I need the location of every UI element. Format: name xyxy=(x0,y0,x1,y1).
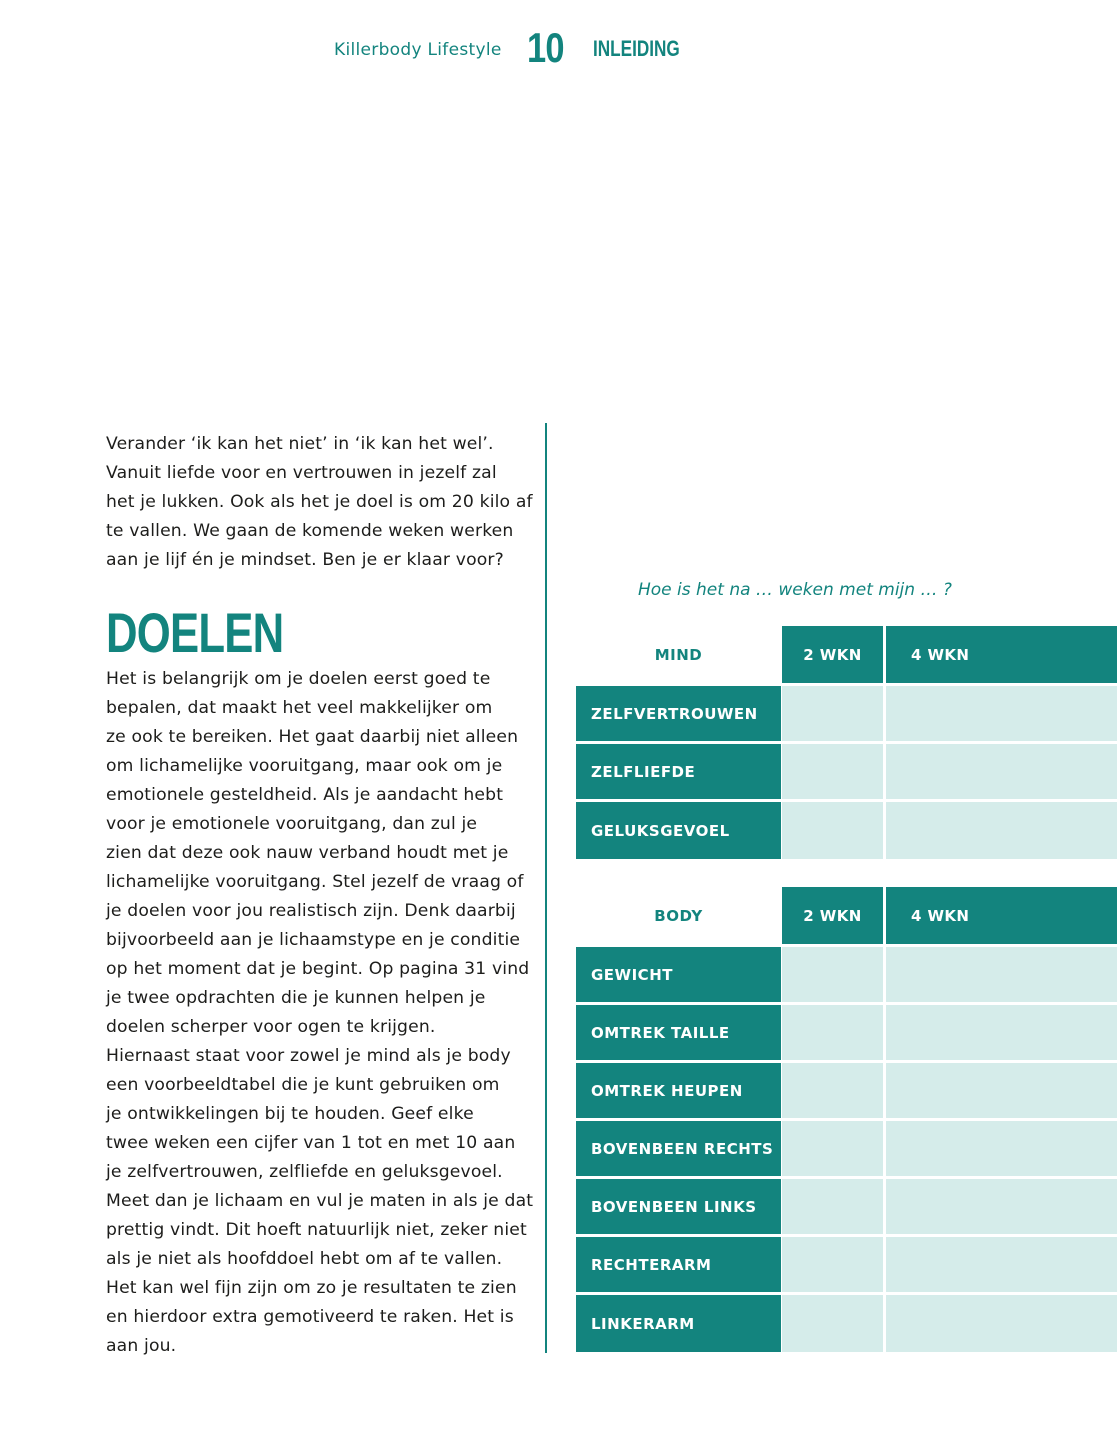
mind-table-header xyxy=(576,626,1117,683)
text-column xyxy=(106,430,534,1361)
text-line: bijvoorbeeld aan je lichaamstype en je conditie xyxy=(106,930,521,950)
text-line: Het is belangrijk om je doelen eerst goed te xyxy=(106,669,491,689)
cell-2wkn[interactable] xyxy=(782,1063,883,1118)
body-header-2wkn: 2 WKN xyxy=(782,887,883,944)
row-label: ZELFVERTROUWEN xyxy=(576,686,781,741)
text-line: twee weken een cijfer van 1 tot en met 10 aan xyxy=(106,1133,516,1153)
text-line: bepalen, dat maakt het veel makkelijker om xyxy=(106,698,493,718)
cell-4wkn[interactable] xyxy=(886,1237,1117,1292)
cell-4wkn[interactable] xyxy=(886,744,1117,799)
cell-4wkn[interactable] xyxy=(886,1121,1117,1176)
table-row xyxy=(576,1121,1117,1176)
cell-4wkn[interactable] xyxy=(886,1295,1117,1352)
cell-2wkn[interactable] xyxy=(782,1005,883,1060)
mind-header-2wkn: 2 WKN xyxy=(782,626,883,683)
table-question: Hoe is het na … weken met mijn … ? xyxy=(638,580,952,600)
text-line: het je lukken. Ook als het je doel is om 20 kilo af xyxy=(106,492,533,512)
cell-4wkn[interactable] xyxy=(886,1063,1117,1118)
text-line: ze ook te bereiken. Het gaat daarbij niet alleen xyxy=(106,727,519,747)
running-header xyxy=(0,24,1117,74)
row-label: OMTREK HEUPEN xyxy=(576,1063,781,1118)
text-line: Vanuit liefde voor en vertrouwen in jezelf zal xyxy=(106,463,497,483)
row-label: GELUKSGEVOEL xyxy=(576,802,781,859)
row-label: GEWICHT xyxy=(576,947,781,1002)
cell-4wkn[interactable] xyxy=(886,947,1117,1002)
text-line: aan je lijf én je mindset. Ben je er klaar voor? xyxy=(106,550,504,570)
cell-2wkn[interactable] xyxy=(782,1121,883,1176)
table-row xyxy=(576,744,1117,799)
cell-2wkn[interactable] xyxy=(782,947,883,1002)
text-line: als je niet als hoofddoel hebt om af te vallen. xyxy=(106,1249,503,1269)
text-line: je zelfvertrouwen, zelfliefde en geluksgevoel. xyxy=(106,1162,503,1182)
text-line: je ontwikkelingen bij te houden. Geef elke xyxy=(106,1104,474,1124)
goals-heading: DOELEN xyxy=(106,601,284,664)
text-line: en hierdoor extra gemotiveerd te raken. Het is xyxy=(106,1307,514,1327)
page-number: 10 xyxy=(527,24,564,71)
table-row xyxy=(576,1237,1117,1292)
cell-2wkn[interactable] xyxy=(782,802,883,859)
cell-2wkn[interactable] xyxy=(782,1237,883,1292)
body-header-label: BODY xyxy=(576,887,781,944)
text-line: Het kan wel fijn zijn om zo je resultaten te zien xyxy=(106,1278,517,1298)
body-header-4wkn: 4 WKN xyxy=(886,887,1117,944)
text-line: te vallen. We gaan de komende weken werken xyxy=(106,521,514,541)
text-line: prettig vindt. Dit hoeft natuurlijk niet, zeker niet xyxy=(106,1220,527,1240)
column-divider xyxy=(545,423,547,1353)
cell-2wkn[interactable] xyxy=(782,1179,883,1234)
table-row xyxy=(576,686,1117,741)
text-line: je twee opdrachten die je kunnen helpen je xyxy=(106,988,486,1008)
text-line: aan jou. xyxy=(106,1336,177,1356)
mind-header-label: MIND xyxy=(576,626,781,683)
text-line: Verander ‘ik kan het niet’ in ‘ik kan het wel’. xyxy=(106,434,494,454)
text-line: op het moment dat je begint. Op pagina 31 vind xyxy=(106,959,530,979)
text-line: voor je emotionele vooruitgang, dan zul je xyxy=(106,814,478,834)
row-label: OMTREK TAILLE xyxy=(576,1005,781,1060)
text-line: lichamelijke vooruitgang. Stel jezelf de vraag of xyxy=(106,872,524,892)
cell-2wkn[interactable] xyxy=(782,686,883,741)
mind-header-4wkn: 4 WKN xyxy=(886,626,1117,683)
brand-name: Killerbody Lifestyle xyxy=(334,40,502,60)
text-line: om lichamelijke vooruitgang, maar ook om je xyxy=(106,756,503,776)
row-label: LINKERARM xyxy=(576,1295,781,1352)
text-line: je doelen voor jou realistisch zijn. Denk daarbij xyxy=(106,901,516,921)
table-row xyxy=(576,1179,1117,1234)
text-line: Meet dan je lichaam en vul je maten in als je dat xyxy=(106,1191,534,1211)
text-line: emotionele gesteldheid. Als je aandacht hebt xyxy=(106,785,504,805)
row-label: BOVENBEEN RECHTS xyxy=(576,1121,781,1176)
table-row xyxy=(576,1063,1117,1118)
text-line: een voorbeeldtabel die je kunt gebruiken om xyxy=(106,1075,500,1095)
cell-2wkn[interactable] xyxy=(782,1295,883,1352)
table-row xyxy=(576,802,1117,859)
cell-4wkn[interactable] xyxy=(886,1179,1117,1234)
cell-4wkn[interactable] xyxy=(886,802,1117,859)
table-row xyxy=(576,1005,1117,1060)
goals-paragraph xyxy=(106,665,534,1361)
table-row xyxy=(576,1295,1117,1352)
cell-4wkn[interactable] xyxy=(886,686,1117,741)
section-title: INLEIDING xyxy=(593,36,680,61)
text-line: Hiernaast staat voor zowel je mind als je body xyxy=(106,1046,511,1066)
row-label: RECHTERARM xyxy=(576,1237,781,1292)
text-line: zien dat deze ook nauw verband houdt met je xyxy=(106,843,509,863)
cell-2wkn[interactable] xyxy=(782,744,883,799)
intro-paragraph xyxy=(106,430,533,575)
row-label: BOVENBEEN LINKS xyxy=(576,1179,781,1234)
cell-4wkn[interactable] xyxy=(886,1005,1117,1060)
text-line: doelen scherper voor ogen te krijgen. xyxy=(106,1017,436,1037)
row-label: ZELFLIEFDE xyxy=(576,744,781,799)
table-row xyxy=(576,947,1117,1002)
body-table-header xyxy=(576,887,1117,944)
